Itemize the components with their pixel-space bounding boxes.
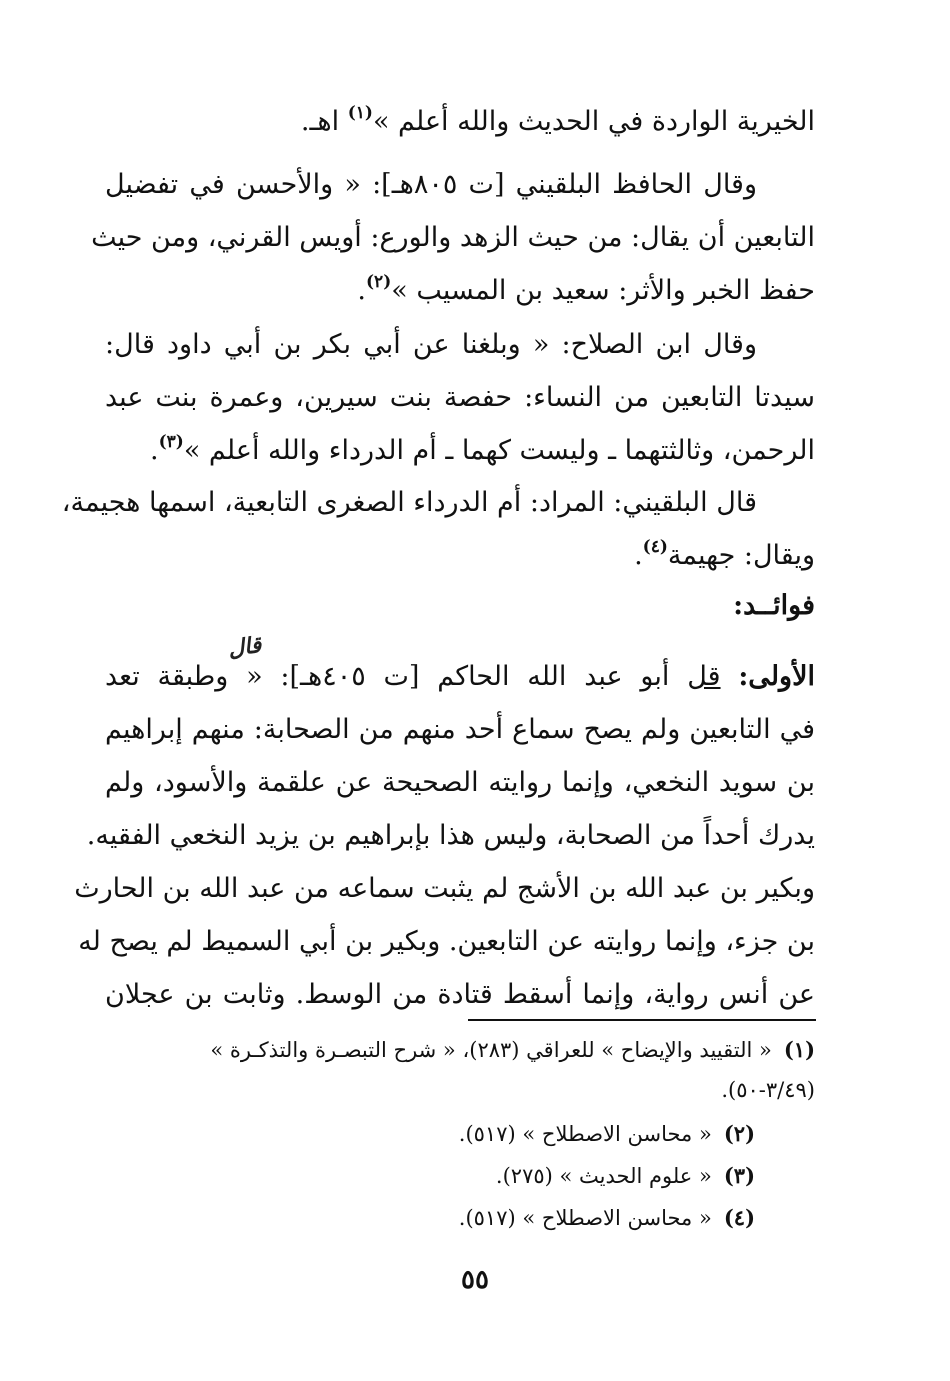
text-line: الخيرية الواردة في الحديث والله أعلم » xyxy=(372,106,815,137)
footnote-number: (٣) xyxy=(723,1163,755,1188)
text-line: أبو عبد الله الحاكم [ت ٤٠٥هـ]: « وطبقة تعد xyxy=(105,661,688,692)
text-line-end: . xyxy=(357,275,366,306)
paragraph-4 xyxy=(61,476,815,582)
lead-word: الأولى: xyxy=(738,661,815,692)
footnote-3 xyxy=(45,1156,755,1196)
underlined-word: قل xyxy=(687,661,721,692)
footnote-1 xyxy=(105,1030,815,1070)
footnote-ref-2[interactable]: (٢) xyxy=(366,272,392,292)
footnote-4 xyxy=(45,1198,755,1238)
footnote-text: « التقييد والإيضاح » للعراقي (٢٨٣)، « شرح التبصـرة والتذكـرة » xyxy=(210,1038,772,1062)
footnote-1-continued xyxy=(105,1070,815,1110)
text-line: عن أنس رواية، وإنما أسقط قتادة من الوسط. وثابت بن عجلان xyxy=(105,979,815,1010)
footnote-number: (٤) xyxy=(723,1205,755,1230)
text-line: سيدتا التابعين من النساء: حفصة بنت سيرين، وعمرة بنت عبد xyxy=(105,382,815,413)
text-line: حفظ الخبر والأثر: سعيد بن المسيب » xyxy=(391,275,815,306)
footnote-text: « محاسن الاصطلاح » (٥١٧). xyxy=(458,1206,712,1230)
page-number: ٥٥ xyxy=(461,1265,489,1295)
text-line: في التابعين ولم يصح سماع أحد منهم من الصحابة: منهم إبراهيم xyxy=(105,714,815,745)
footnote-separator xyxy=(468,1019,816,1021)
footnote-text: « علوم الحديث » (٢٧٥). xyxy=(495,1164,712,1188)
paragraph-2 xyxy=(91,158,815,317)
paragraph-1 xyxy=(105,95,815,148)
footnote-2 xyxy=(45,1114,755,1154)
footnote-ref-4[interactable]: (٤) xyxy=(642,537,668,557)
section-heading: فوائــد: xyxy=(733,590,815,621)
text-line-end: . xyxy=(634,540,643,571)
text-line-end: اهـ. xyxy=(300,106,348,137)
text-line: الرحمن، وثالثتهما ـ وليست كهما ـ أم الدرداء والله أعلم » xyxy=(183,435,815,466)
text-line: وقال ابن الصلاح: « وبلغنا عن أبي بكر بن أبي داود قال: xyxy=(105,329,757,360)
footnote-number: (١) xyxy=(783,1037,815,1062)
footnote-number: (٢) xyxy=(723,1121,755,1146)
footnote-ref-1[interactable]: (١) xyxy=(347,103,373,123)
text-line: بن جزء، وإنما روايته عن التابعين. وبكير بن أبي السميط لم يصح له xyxy=(78,926,815,957)
text-line: ويقال: جهيمة xyxy=(667,540,815,571)
footnote-text: « محاسن الاصطلاح » (٥١٧). xyxy=(458,1122,712,1146)
text-line: وقال الحافظ البلقيني [ت ٨٠٥هـ]: « والأحسن في تفضيل xyxy=(105,169,757,200)
handwritten-annotation: قال xyxy=(226,631,263,663)
text-line: التابعين أن يقال: من حيث الزهد والورع: أويس القرني، ومن حيث xyxy=(91,222,815,253)
paragraph-3 xyxy=(105,318,815,477)
footnote-ref-3[interactable]: (٣) xyxy=(158,432,184,452)
paragraph-5 xyxy=(74,650,815,1021)
text-line: وبكير بن عبد الله بن الأشج لم يثبت سماعه من عبد الله بن الحارث xyxy=(74,873,815,904)
text-line: يدرك أحداً من الصحابة، وليس هذا بإبراهيم بن يزيد النخعي الفقيه. xyxy=(86,820,815,851)
text-line-end: . xyxy=(150,435,159,466)
text-line: بن سويد النخعي، وإنما روايته الصحيحة عن علقمة والأسود، ولم xyxy=(105,767,815,798)
text-line: قال البلقيني: المراد: أم الدرداء الصغرى التابعية، اسمها هجيمة، xyxy=(61,487,757,518)
footnote-text: (٣/٤٩-٥٠). xyxy=(721,1078,815,1102)
